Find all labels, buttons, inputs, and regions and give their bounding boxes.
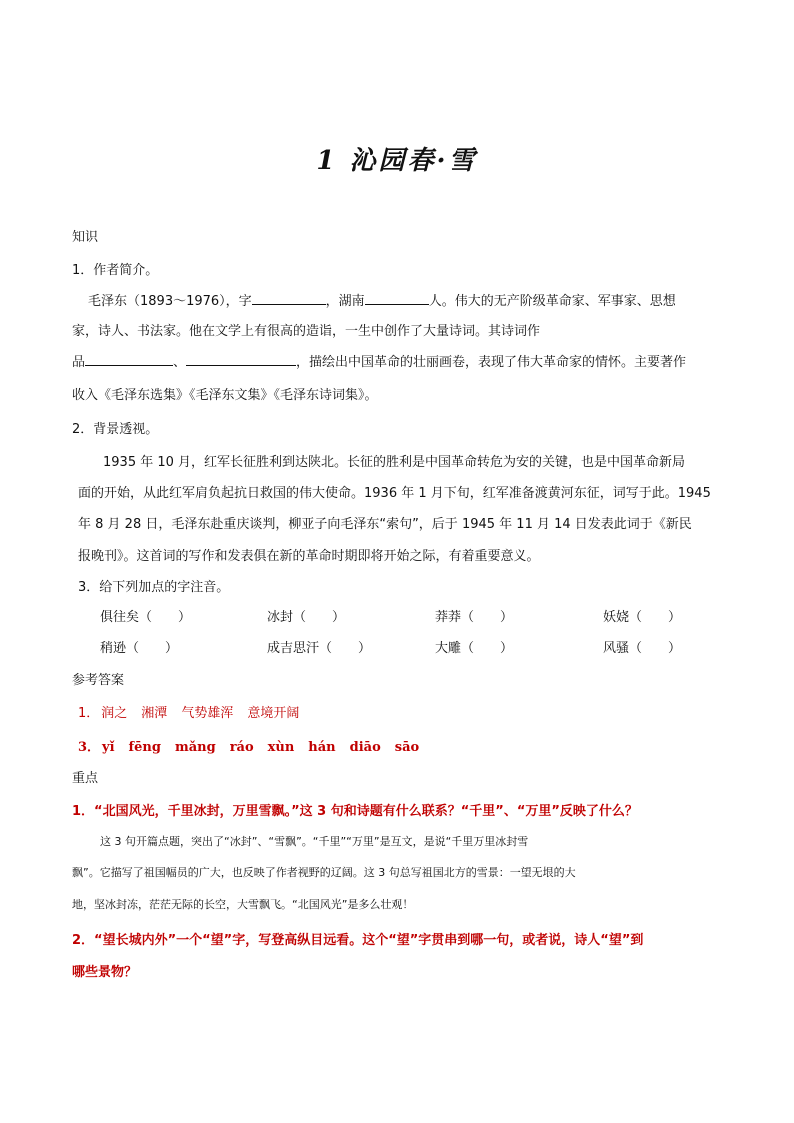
q1-heading: 1．作者简介。 — [72, 263, 159, 278]
q2-line-1: 1935 年 10 月，红军长征胜利到达陕北。长征的胜利是中国革命转危为安的关键，也是中国革命新局 — [103, 455, 686, 470]
pinyin: yǐ — [102, 740, 115, 755]
q3-item: 成吉思汗（ ） — [267, 641, 372, 656]
q2-line-3: 年 8 月 28 日，毛泽东赴重庆谈判，柳亚子向毛泽东“索句”，后于 1945 年 11 月 14 日发表此词于《新民 — [78, 517, 692, 532]
q3-item: 风骚（ ） — [603, 641, 682, 656]
q3-item: 冰封（ ） — [267, 610, 346, 625]
section-label-knowledge: 知识 — [72, 230, 99, 245]
q2-line-2: 面的开始，从此红军肩负起抗日救国的伟大使命。1936 年 1 月下旬，红军准备渡黄河东征，词写于此。1945 — [78, 486, 711, 501]
focus-question-2-line-2: 哪些景物？ — [72, 965, 138, 980]
pinyin: diāo — [349, 740, 381, 755]
focus-answer-1-line-3: 地，坚冰封冻，茫茫无际的长空，大雪飘飞。“北国风光”是多么壮观！ — [72, 898, 414, 911]
q2-line-4: 报晚刊》。这首词的写作和发表俱在新的革命时期即将开始之际，有着重要意义。 — [78, 549, 540, 564]
pinyin: sāo — [394, 740, 420, 755]
focus-heading: 重点 — [72, 771, 99, 786]
q3-item: 稍逊（ ） — [100, 641, 179, 656]
q1-line-2: 家，诗人、书法家。他在文学上有很高的造诣，一生中创作了大量诗词。其诗词作 — [72, 324, 541, 339]
pinyin: fēng — [128, 740, 161, 755]
pinyin: hán — [308, 740, 336, 755]
pinyin: ráo — [229, 740, 254, 755]
answer-item: 润之 — [101, 706, 128, 721]
q3-item: 莽莽（ ） — [435, 610, 514, 625]
q3-item: 俱往矣（ ） — [100, 610, 192, 625]
pinyin: xùn — [267, 740, 295, 755]
q1-line-3: 品 、 ，描绘出中国革命的壮丽画卷，表现了伟大革命家的情怀。主要著作 — [72, 355, 687, 370]
blank-courtesy-name[interactable] — [252, 292, 326, 305]
focus-question-2-line-1: 2．“望长城内外”一个“望”字，写登高纵目远看。这个“望”字贯串到哪一句，或者说，诗人“望”到 — [72, 933, 644, 948]
q3-item: 妖娆（ ） — [603, 610, 682, 625]
page-title: 1 沁园春·雪 — [316, 146, 478, 176]
focus-question-1: 1．“北国风光，千里冰封，万里雪飘。”这 3 句和诗题有什么联系？“千里”、“万里”反映了什么？ — [72, 804, 638, 819]
answer-1 — [78, 702, 313, 721]
answer-item: 湘潭 — [141, 706, 168, 721]
q2-heading: 2．背景透视。 — [72, 422, 159, 437]
blank-hometown[interactable] — [365, 292, 429, 305]
focus-answer-1-line-2: 飘”。它描写了祖国幅员的广大，也反映了作者视野的辽阔。这 3 句总写祖国北方的雪景：一望无垠的大 — [72, 866, 576, 879]
pinyin: mǎng — [174, 740, 216, 755]
q1-line-1: 毛泽东（1893～1976），字 ，湖南 人。伟大的无产阶级革命家、军事家、思想 — [88, 294, 676, 309]
answer-label: 1． — [78, 706, 100, 721]
q1-line-4: 收入《毛泽东选集》《毛泽东文集》《毛泽东诗词集》。 — [72, 388, 378, 403]
answer-item: 意境开阔 — [247, 706, 300, 721]
q3-item: 大雕（ ） — [435, 641, 514, 656]
focus-answer-1-line-1: 这 3 句开篇点题，突出了“冰封”、“雪飘”。“千里”“万里”是互文，是说“千里万里冰封雪 — [100, 835, 529, 848]
answers-heading: 参考答案 — [72, 673, 125, 688]
answer-label: 3． — [78, 740, 101, 755]
answer-3 — [78, 736, 433, 755]
blank-work-1[interactable] — [85, 353, 173, 366]
blank-work-2[interactable] — [186, 353, 296, 366]
answer-item: 气势雄浑 — [181, 706, 234, 721]
q3-heading: 3．给下列加点的字注音。 — [78, 580, 230, 595]
